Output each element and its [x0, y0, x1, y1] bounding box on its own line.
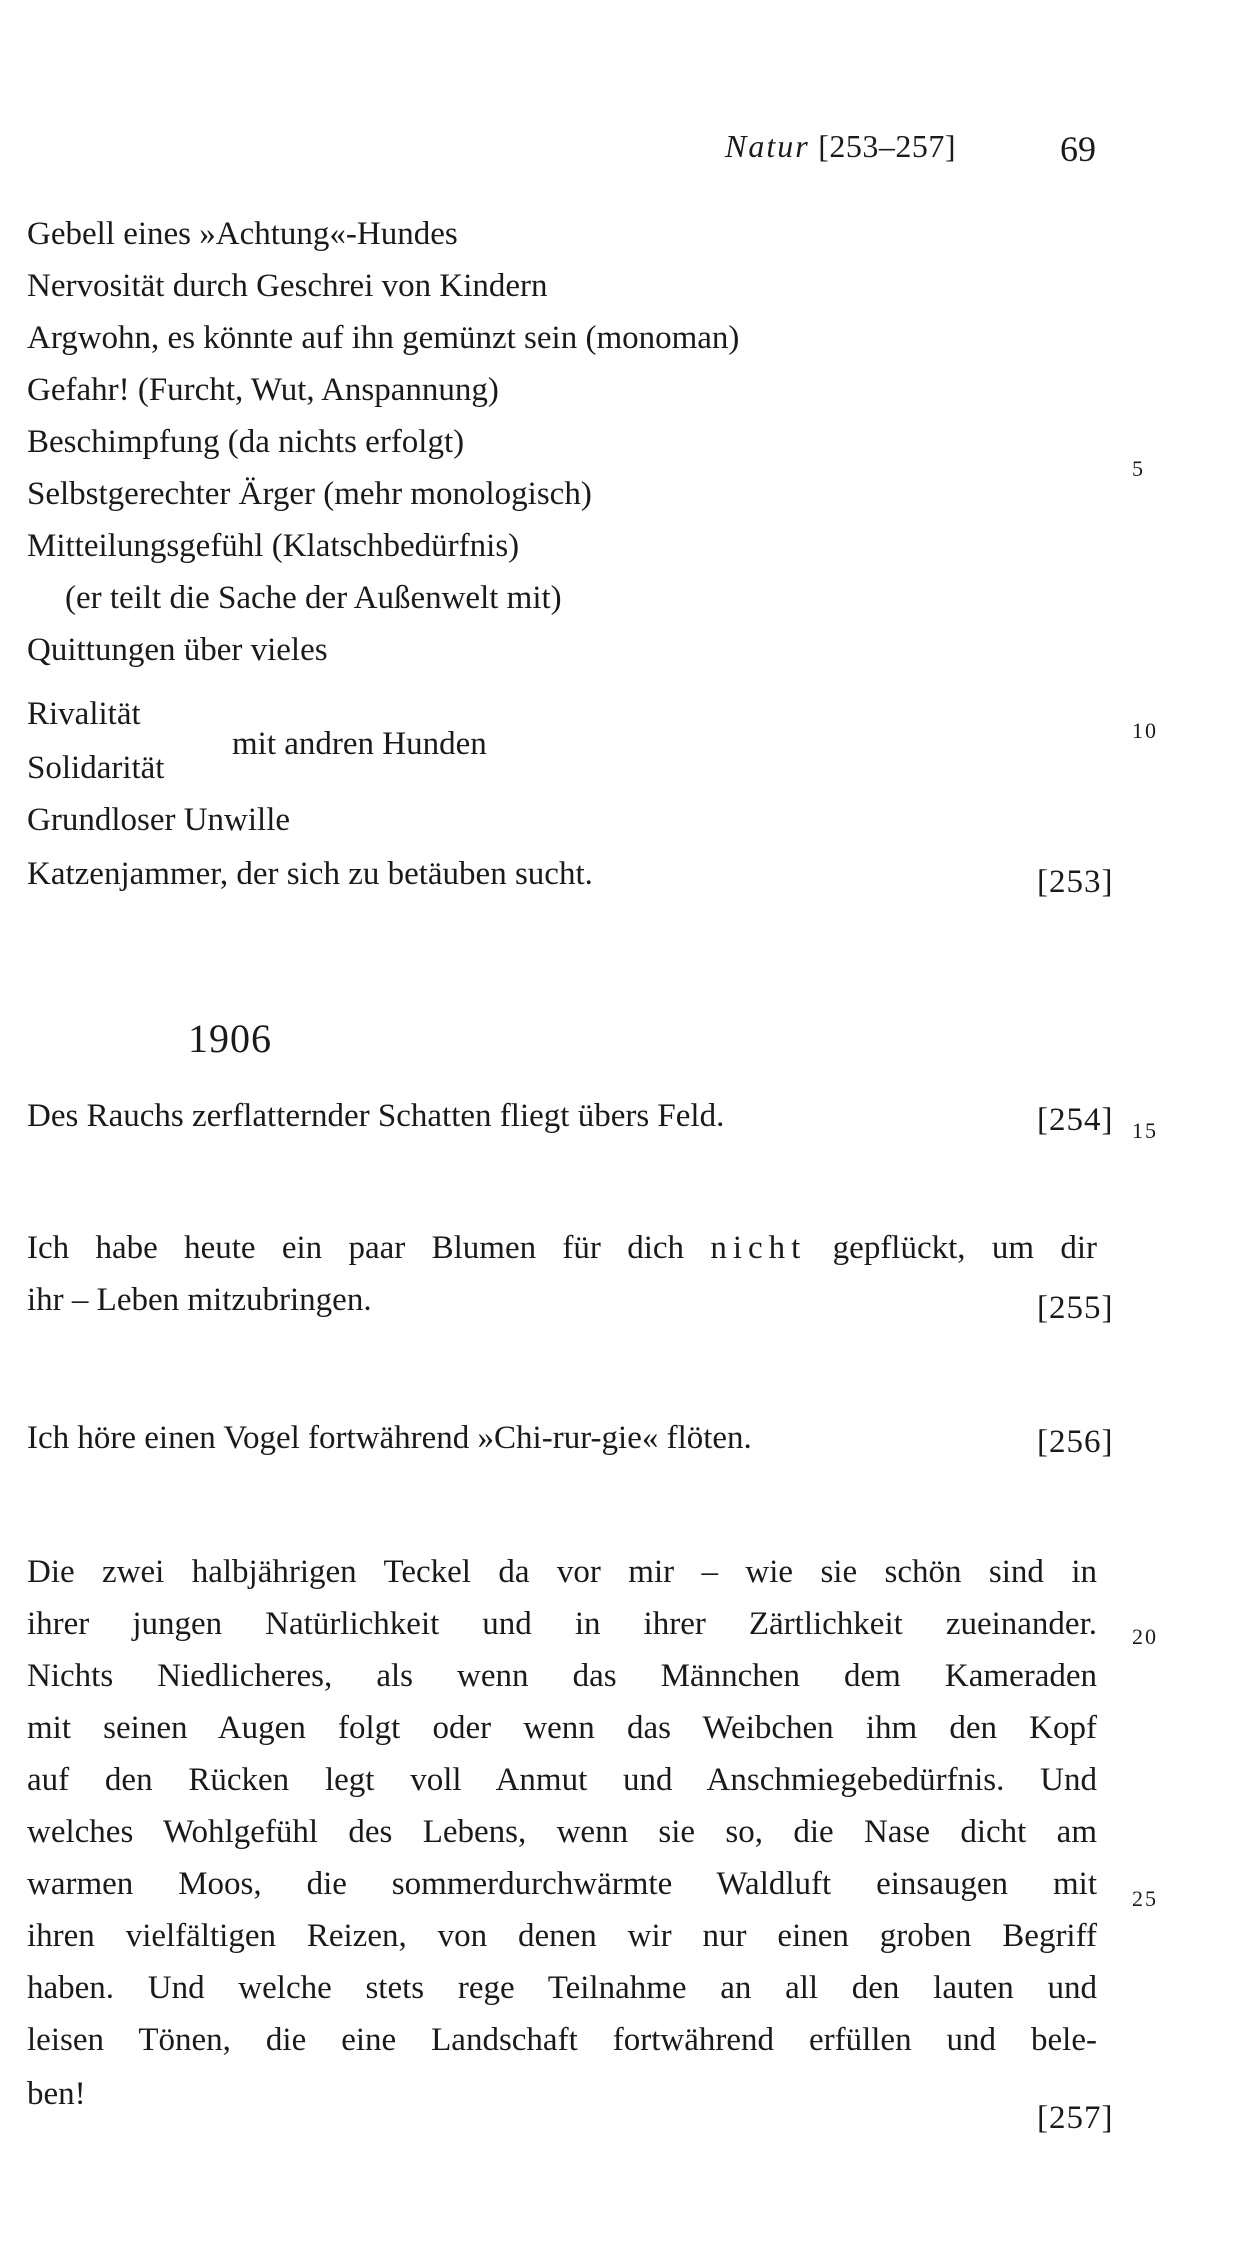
entry-257-line-3: Nichts Niedlicheres, als wenn das Männchen dem Kameraden — [27, 1658, 1097, 1694]
entry-253-line-8: (er teilt die Sache der Außenwelt mit) — [65, 580, 562, 616]
entry-253-group-label: mit andren Hunden — [232, 726, 487, 762]
running-header — [0, 128, 1246, 178]
entry-257-line-1: Die zwei halbjährigen Teckel da vor mir – wie sie schön sind in — [27, 1554, 1097, 1590]
entry-253-line-1: Gebell eines »Achtung«-Hundes — [27, 216, 458, 252]
entry-255-line-1 — [27, 1228, 1097, 1268]
entry-257-line-9: haben. Und welche stets rege Teilnahme an all den lauten und — [27, 1970, 1097, 2006]
entry-255-line-2: ihr – Leben mitzubringen. — [27, 1282, 372, 1318]
entry-255-line-1-b: gepflückt, um dir — [832, 1230, 1098, 1266]
entry-257-line-4: mit seinen Augen folgt oder wenn das Weibchen ihm den Kopf — [27, 1710, 1097, 1746]
entry-253-ref: [253] — [1037, 864, 1114, 900]
entry-253-line-2: Nervosität durch Geschrei von Kindern — [27, 268, 548, 304]
line-number-15: 15 — [1132, 1118, 1158, 1143]
entry-253-line-10: Rivalität — [27, 696, 141, 732]
header-title-range: [253–257] — [818, 128, 956, 164]
entry-255-ref: [255] — [1037, 1290, 1114, 1326]
entry-255-line-1-a: Ich habe heute ein paar Blumen für dich — [27, 1230, 685, 1266]
entry-257-line-7: warmen Moos, die sommerdurchwärmte Waldluft einsaugen mit — [27, 1866, 1097, 1902]
entry-254-text: Des Rauchs zerflatternder Schatten fliegt übers Feld. — [27, 1098, 725, 1134]
entry-257-line-11: ben! — [27, 2076, 86, 2112]
year-heading: 1906 — [188, 1016, 272, 1061]
entry-256-text: Ich höre einen Vogel fortwährend »Chi-rur-gie« flöten. — [27, 1420, 752, 1456]
entry-253-line-13: Katzenjammer, der sich zu betäuben sucht. — [27, 856, 593, 892]
entry-253-line-7: Mitteilungsgefühl (Klatschbedürfnis) — [27, 528, 520, 564]
entry-257-line-8: ihren vielfältigen Reizen, von denen wir nur einen groben Begriff — [27, 1918, 1097, 1954]
header-title — [725, 128, 956, 165]
line-number-25: 25 — [1132, 1886, 1158, 1911]
entry-253-line-6: Selbstgerechter Ärger (mehr monologisch) — [27, 476, 592, 512]
entry-255-emphasis: nicht — [710, 1230, 807, 1266]
entry-257-ref: [257] — [1037, 2100, 1114, 2136]
entry-257-line-2: ihrer jungen Natürlichkeit und in ihrer Zärtlichkeit zueinander. — [27, 1606, 1097, 1642]
entry-253-line-3: Argwohn, es könnte auf ihn gemünzt sein (monoman) — [27, 320, 740, 356]
entry-253-line-5: Beschimpfung (da nichts erfolgt) — [27, 424, 465, 460]
entry-257-line-10: leisen Tönen, die eine Landschaft fortwährend erfüllen und bele- — [27, 2022, 1097, 2058]
line-number-20: 20 — [1132, 1624, 1158, 1649]
entry-253-line-11: Solidarität — [27, 750, 165, 786]
page-number: 69 — [1060, 129, 1096, 169]
header-title-italic: Natur — [725, 128, 810, 164]
entry-257-line-6: welches Wohlgefühl des Lebens, wenn sie so, die Nase dicht am — [27, 1814, 1097, 1850]
entry-253-line-12: Grundloser Unwille — [27, 802, 291, 838]
entry-254-ref: [254] — [1037, 1102, 1114, 1138]
entry-256-ref: [256] — [1037, 1424, 1114, 1460]
entry-257-line-5: auf den Rücken legt voll Anmut und Anschmiegebedürfnis. Und — [27, 1762, 1097, 1798]
line-number-10: 10 — [1132, 718, 1158, 743]
line-number-5: 5 — [1132, 456, 1145, 481]
entry-253-line-4: Gefahr! (Furcht, Wut, Anspannung) — [27, 372, 499, 408]
entry-253-line-9: Quittungen über vieles — [27, 632, 328, 668]
